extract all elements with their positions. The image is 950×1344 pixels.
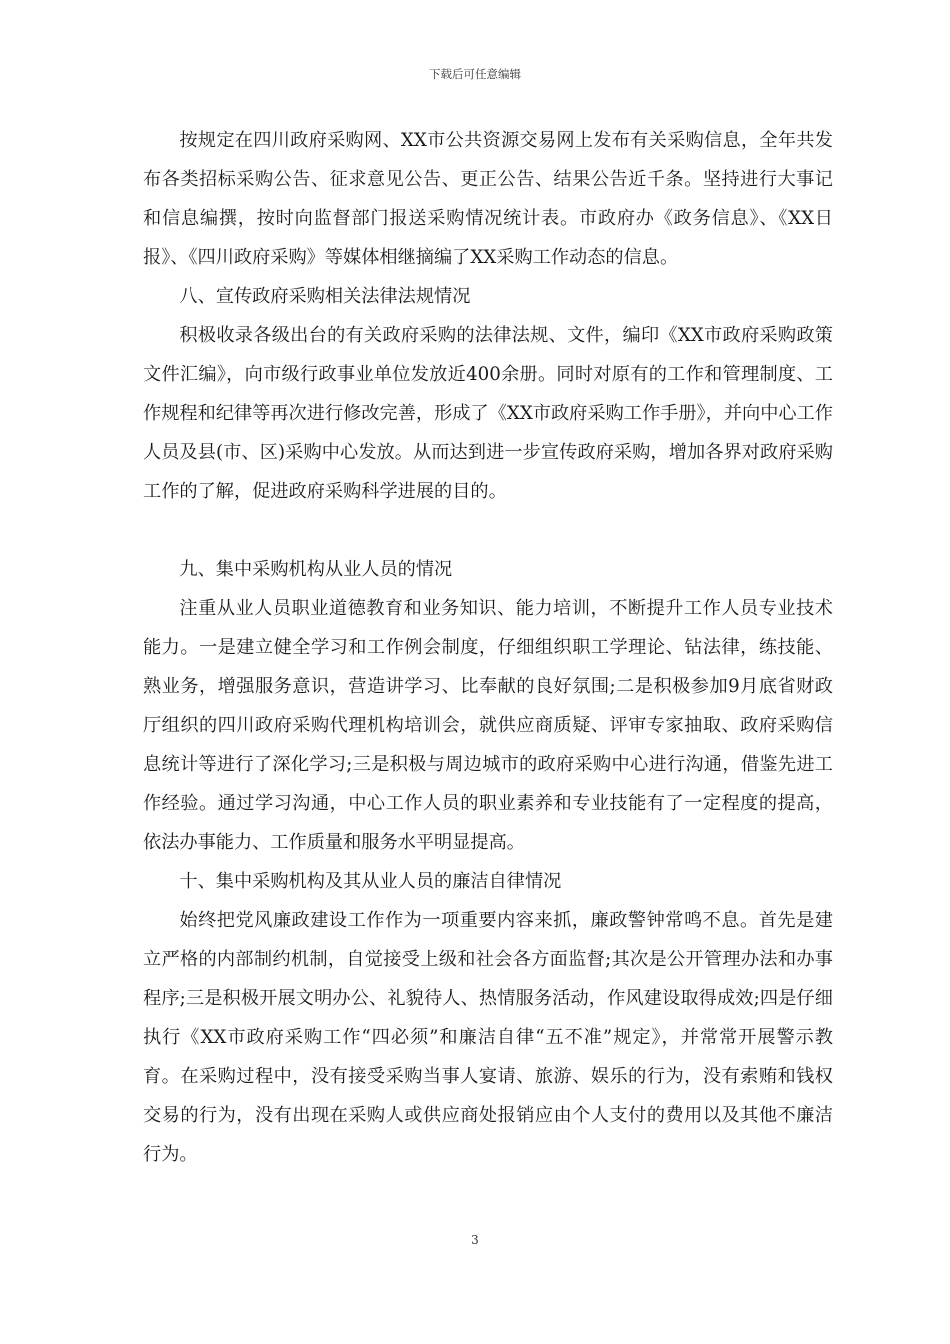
document-body [143,121,833,1174]
paragraph-integrity: 始终把党风廉政建设工作作为一项重要内容来抓，廉政警钟常鸣不息。首先是建立严格的内部制约机制，自觉接受上级和社会各方面监督;其次是公开管理办法和办事程序;三是积极开展文明办公、礼貌待人、热情服务活动，作风建设取得成效;四是仔细执行《XX市政府采购工作“四必须”和廉洁自律“五不准”规定》，并常常开展警示教育。在采购过程中，没有接受采购当事人宴请、旅游、娱乐的行为，没有索贿和钱权交易的行为，没有出现在采购人或供应商处报销应由个人支付的费用以及其他不廉洁行为。 [143,910,833,1165]
paragraph-procurement-info: 按规定在四川政府采购网、XX市公共资源交易网上发布有关采购信息，全年共发布各类招标采购公告、征求意见公告、更正公告、结果公告近千条。坚持进行大事记和信息编撰，按时向监督部门报送采购情况统计表。市政府办《政务信息》、《XX日报》、《四川政府采购》等媒体相继摘编了XX采购工作动态的信息。 [143,130,833,268]
paragraph-staff-training: 注重从业人员职业道德教育和业务知识、能力培训，不断提升工作人员专业技术能力。一是建立健全学习和工作例会制度，仔细组织职工学理论、钻法律，练技能、熟业务，增强服务意识，营造讲学习、比奉献的良好氛围;二是积极参加9月底省财政厅组织的四川政府采购代理机构培训会，就供应商质疑、评审专家抽取、政府采购信息统计等进行了深化学习;三是积极与周边城市的政府采购中心进行沟通，借鉴先进工作经验。通过学习沟通，中心工作人员的职业素养和专业技能有了一定程度的提高，依法办事能力、工作质量和服务水平明显提高。 [143,598,833,853]
paragraph-publicity: 积极收录各级出台的有关政府采购的法律法规、文件，编印《XX市政府采购政策文件汇编》，向市级行政事业单位发放近400余册。同时对原有的工作和管理制度、工作规程和纪律等再次进行修改完善，形成了《XX市政府采购工作手册》，并向中心工作人员及县(市、区)采购中心发放。从而达到进一步宣传政府采购，增加各界对政府采购工作的了解，促进政府采购科学进展的目的。 [143,325,833,502]
paragraph-spacer [143,511,833,550]
section-heading-8: 八、宣传政府采购相关法律法规情况 [179,286,471,307]
page-number: 3 [471,1233,479,1247]
section-heading-10: 十、集中采购机构及其从业人员的廉洁自律情况 [179,871,562,892]
page-header: 下载后可任意编辑 [429,67,521,81]
section-heading-9: 九、集中采购机构从业人员的情况 [179,559,453,580]
